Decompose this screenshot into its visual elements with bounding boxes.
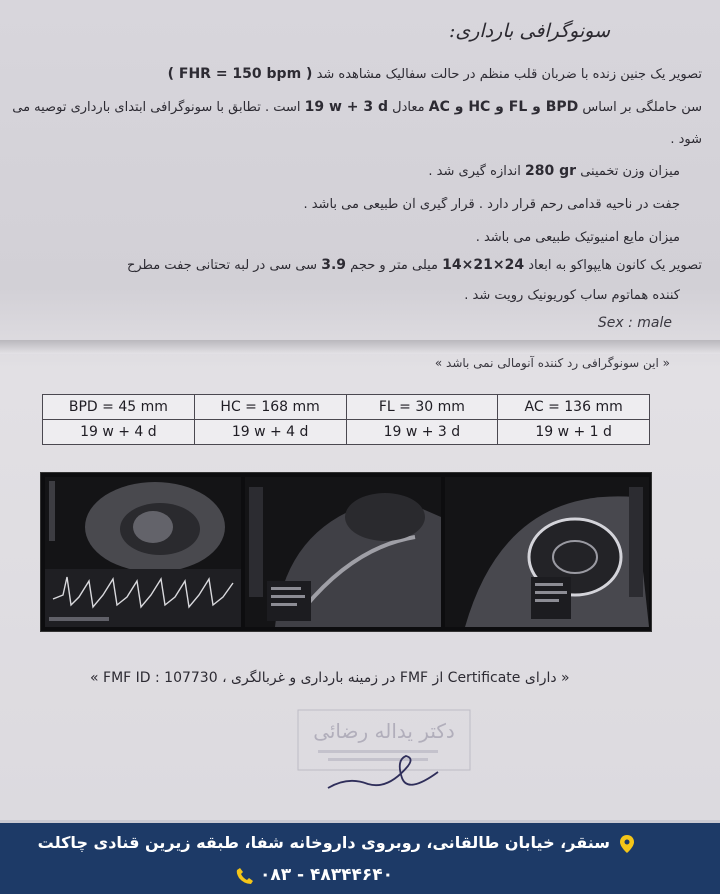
gestational-age-value: 19 w + 3 d bbox=[304, 99, 389, 115]
clinic-footer bbox=[0, 820, 720, 894]
fl-age: 19 w + 3 d bbox=[346, 420, 498, 445]
paper-fold bbox=[0, 340, 720, 354]
weight-value: 280 gr bbox=[525, 163, 577, 179]
recommendation-text: است . تطابق با سونوگرافی ابتدای بارداری توصیه می bbox=[12, 100, 301, 115]
hc-age: 19 w + 4 d bbox=[194, 420, 346, 445]
amniotic-fluid-text: میزان مایع آمنیوتیک طبیعی می باشد . bbox=[475, 230, 680, 245]
ac-measure: AC = 136 mm bbox=[498, 395, 650, 420]
doctor-stamp-signature bbox=[288, 706, 478, 796]
focus-dimensions: 14×21×24 bbox=[442, 257, 525, 273]
location-text: سی سی در لبه تحتانی جفت مطرح bbox=[126, 258, 318, 273]
weight-label: میزان وزن تخمینی bbox=[580, 164, 680, 179]
ultrasound-image-femur bbox=[245, 477, 441, 627]
phone-icon bbox=[236, 867, 254, 885]
equivalent-label: معادل bbox=[392, 100, 425, 115]
biometry-params: BPD و FL و HC و AC bbox=[428, 99, 579, 115]
placenta-text: جفت در ناحیه قدامی رحم قرار دارد . قرار گیری آن طبیعی می باشد . bbox=[303, 197, 680, 212]
report-title: سونوگرافی بارداری: bbox=[448, 20, 610, 42]
weight-measured-text: اندازه گیری شد . bbox=[428, 164, 521, 179]
bpd-measure: BPD = 45 mm bbox=[43, 395, 195, 420]
stamp-name: دکتر یداله رضائی bbox=[313, 719, 455, 743]
ac-age: 19 w + 1 d bbox=[498, 420, 650, 445]
gestational-age-label: سن حاملگی بر اساس bbox=[582, 100, 702, 115]
hc-measure: HC = 168 mm bbox=[194, 395, 346, 420]
report-line-4 bbox=[10, 163, 680, 179]
fetal-sex: Sex : male bbox=[597, 315, 672, 331]
volume-label: میلی متر و حجم bbox=[350, 258, 439, 273]
location-pin-icon bbox=[620, 835, 634, 853]
clinic-phone: ۰۸۳ - ۴۸۳۴۴۶۴۰ bbox=[260, 865, 394, 885]
clinic-address: سنقر، خیابان طالقانی، روبروی داروخانه شفا، طبقه زیرین قنادی چاکلت bbox=[37, 833, 610, 852]
ultrasound-image-head bbox=[445, 477, 649, 627]
report-line-7 bbox=[10, 257, 702, 273]
hematoma-text: کننده هماتوم ساب کوریونیک رویت شد . bbox=[464, 288, 680, 303]
ultrasound-images bbox=[40, 472, 652, 632]
hypoechoic-label: تصویر یک کانون هایپواکو به ابعاد bbox=[528, 258, 702, 273]
fhr-value: ( FHR = 150 bpm ) bbox=[167, 66, 313, 82]
fmf-certificate: « دارای Certificate از FMF در زمینه بارداری و غربالگری ، FMF ID : 107730 » bbox=[90, 670, 570, 686]
fl-measure: FL = 30 mm bbox=[346, 395, 498, 420]
report-line-2 bbox=[10, 99, 702, 115]
biometry-measure-row bbox=[43, 395, 650, 420]
biometry-table bbox=[42, 394, 650, 445]
anomaly-disclaimer: « این سونوگرافی رد کننده آنومالی نمی باشد » bbox=[434, 356, 670, 370]
ultrasound-image-heartbeat bbox=[45, 477, 241, 627]
focus-volume: 3.9 bbox=[321, 257, 347, 273]
biometry-age-row bbox=[43, 420, 650, 445]
report-line-1 bbox=[10, 66, 702, 82]
report-line-3: شود . bbox=[670, 132, 702, 147]
fetus-description: تصویر یک جنین زنده با ضربان قلب منظم در حالت سفالیک مشاهده شد bbox=[316, 67, 702, 82]
bpd-age: 19 w + 4 d bbox=[43, 420, 195, 445]
